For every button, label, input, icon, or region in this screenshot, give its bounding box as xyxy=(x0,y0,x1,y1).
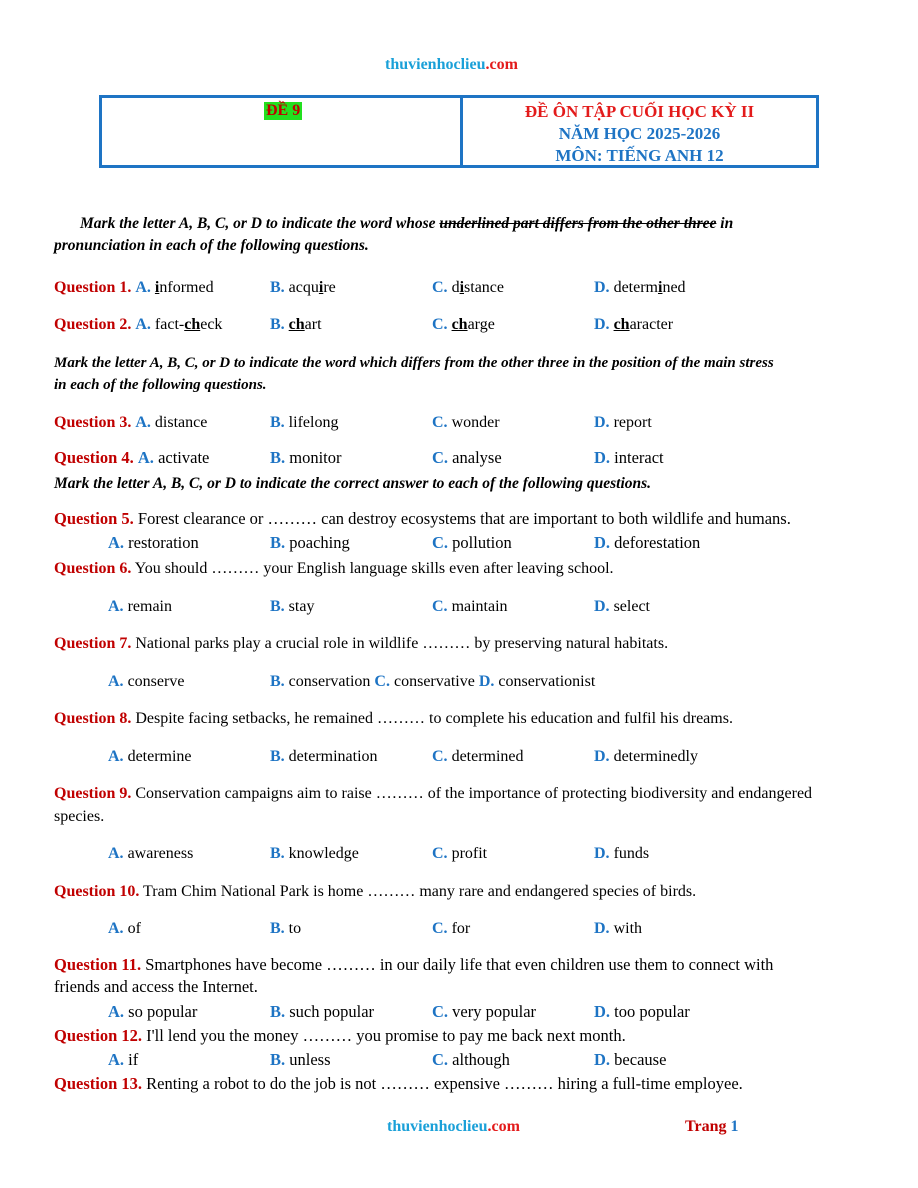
instruction-stress: Mark the letter A, B, C, or D to indicate the word which differs from the other three in the position of the main stress xyxy=(54,355,774,371)
question-11-option-b[interactable]: B. such popular xyxy=(270,1002,375,1021)
question-5-option-a[interactable]: A. restoration xyxy=(108,533,199,552)
question-4-label: Question 4. A. activate xyxy=(54,448,210,467)
question-1-option-d[interactable]: D. determined xyxy=(594,279,686,296)
instruction-stress-line2: in each of the following questions. xyxy=(54,377,267,393)
question-9-option-d[interactable]: D. funds xyxy=(594,845,650,862)
question-5-option-b[interactable]: B. poaching xyxy=(270,533,350,552)
question-6-option-b[interactable]: B. stay xyxy=(270,598,315,615)
question-9-option-c[interactable]: C. profit xyxy=(432,845,488,862)
header-title xyxy=(463,101,816,167)
question-10-option-d[interactable]: D. with xyxy=(594,920,643,937)
page-number: Trang 1 xyxy=(685,1118,739,1135)
question-2-option-b[interactable]: B. chart xyxy=(270,316,322,333)
question-3-option-d[interactable]: D. report xyxy=(594,414,652,431)
question-7-option-a[interactable]: A. conserve xyxy=(108,673,185,690)
question-2-option-d[interactable]: D. character xyxy=(594,316,674,333)
site-footer: thuvienhoclieu.com xyxy=(387,1118,520,1135)
question-10-stem: Question 10. Tram Chim National Park is home ……… many rare and endangered species of birds. xyxy=(54,883,697,900)
question-10-option-c[interactable]: C. for xyxy=(432,920,471,937)
question-6-option-d[interactable]: D. select xyxy=(594,598,650,615)
question-12-option-d[interactable]: D. because xyxy=(594,1050,667,1069)
question-4-option-c[interactable]: C. analyse xyxy=(432,448,502,467)
question-4-option-d[interactable]: D. interact xyxy=(594,448,664,467)
question-7-stem: Question 7. National parks play a crucial role in wildlife ……… by preserving natural habitats. xyxy=(54,635,669,652)
question-12-option-c[interactable]: C. although xyxy=(432,1050,510,1069)
question-11-stem: Question 11. Smartphones have become ……… in our daily life that even children use them to connect with xyxy=(54,955,774,974)
question-11-option-c[interactable]: C. very popular xyxy=(432,1002,537,1021)
question-12-stem: Question 12. I'll lend you the money ……… you promise to pay me back next month. xyxy=(54,1026,626,1045)
question-4-option-b[interactable]: B. monitor xyxy=(270,448,342,467)
question-11-option-a[interactable]: A. so popular xyxy=(108,1002,198,1021)
question-3-option-b[interactable]: B. lifelong xyxy=(270,414,339,431)
instruction-pronunciation: Mark the letter A, B, C, or D to indicate the word whose underlined part differs from the other three in xyxy=(80,215,734,232)
question-5-option-d[interactable]: D. deforestation xyxy=(594,533,701,552)
question-5-option-c[interactable]: C. pollution xyxy=(432,533,512,552)
question-1-label: Question 1. A. informed xyxy=(54,279,214,296)
question-5-stem: Question 5. Forest clearance or ……… can destroy ecosystems that are important to both wildlife and humans. xyxy=(54,509,791,528)
header-title-line1: ĐỀ ÔN TẬP CUỐI HỌC KỲ II xyxy=(524,102,755,121)
question-7-options-bcd[interactable]: B. conservation C. conservative D. conservationist xyxy=(270,673,596,690)
instruction-correct-answer: Mark the letter A, B, C, or D to indicate the correct answer to each of the following questions. xyxy=(54,475,652,492)
question-2-option-c[interactable]: C. charge xyxy=(432,316,495,333)
question-8-option-a[interactable]: A. determine xyxy=(108,748,192,765)
question-11-stem-line2: friends and access the Internet. xyxy=(54,977,258,996)
question-8-stem: Question 8. Despite facing setbacks, he remained ……… to complete his education and fulfil his dreams. xyxy=(54,710,733,727)
question-6-option-c[interactable]: C. maintain xyxy=(432,598,508,615)
question-1-option-c[interactable]: C. distance xyxy=(432,279,504,296)
instruction-pronunciation-line2: pronunciation in each of the following questions. xyxy=(54,237,369,254)
question-3-option-c[interactable]: C. wonder xyxy=(432,414,500,431)
question-8-option-c[interactable]: C. determined xyxy=(432,748,524,765)
question-9-stem-line2: species. xyxy=(54,808,105,825)
header-title-line2: NĂM HỌC 2025-2026 xyxy=(558,124,721,143)
question-9-option-a[interactable]: A. awareness xyxy=(108,845,194,862)
question-10-option-a[interactable]: A. of xyxy=(108,920,141,937)
question-6-stem: Question 6. You should ……… your English language skills even after leaving school. xyxy=(54,560,614,577)
question-6-option-a[interactable]: A. remain xyxy=(108,598,172,615)
question-9-stem: Question 9. Conservation campaigns aim to raise ……… of the importance of protecting biodiversity and endangered xyxy=(54,785,813,802)
header-title-line3: MÔN: TIẾNG ANH 12 xyxy=(555,146,724,165)
question-12-option-b[interactable]: B. unless xyxy=(270,1050,331,1069)
question-13-stem: Question 13. Renting a robot to do the job is not ……… expensive ……… hiring a full-time employee. xyxy=(54,1074,743,1093)
site-header: thuvienhoclieu.com xyxy=(385,56,518,73)
question-10-option-b[interactable]: B. to xyxy=(270,920,302,937)
question-11-option-d[interactable]: D. too popular xyxy=(594,1002,690,1021)
question-12-option-a[interactable]: A. if xyxy=(108,1050,139,1069)
question-2-label: Question 2. A. fact-check xyxy=(54,316,223,333)
question-8-option-d[interactable]: D. determinedly xyxy=(594,748,698,765)
exam-code: ĐỀ 9 xyxy=(266,102,301,119)
question-8-option-b[interactable]: B. determination xyxy=(270,748,378,765)
header-box xyxy=(99,95,819,168)
question-3-label: Question 3. A. distance xyxy=(54,414,208,431)
question-1-option-b[interactable]: B. acquire xyxy=(270,279,336,296)
question-9-option-b[interactable]: B. knowledge xyxy=(270,845,359,862)
